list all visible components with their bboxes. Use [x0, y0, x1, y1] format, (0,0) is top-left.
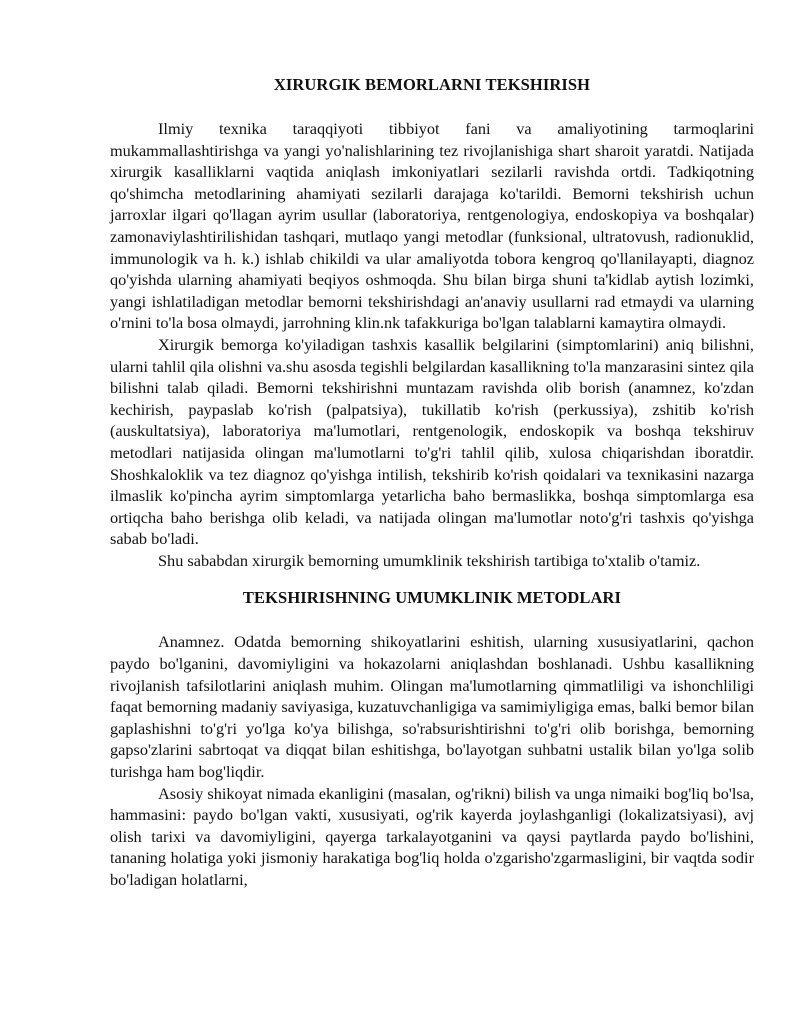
paragraph: Asosiy shikoyat nimada ekanligini (masalan, og'rikni) bilish va unga nimaiki bog'liq bo'lsa, hammasini: paydo bo'lgan vakti, xususiyati, og'rik kayerda joylashganligi (lokalizatsiyasi), avj olish tarixi va davomiyligini, qayerga tarkalayotganini va qaysi paytlarda paydo bo'lishini, tananing holatiga yoki jismoniy harakatiga bog'liq holda o'zgarisho'zgarmasligini, bir vaqtda sodir bo'ladigan holatlarni, [110, 783, 754, 889]
section-title-examination: XIRURGIK BEMORLARNI TEKSHIRISH [273, 75, 591, 94]
paragraph: Shu sababdan xirurgik bemorning umumklinik tekshirish tartibiga to'xtalib o'tamiz. [158, 550, 701, 570]
section-title-clinical-methods: TEKSHIRISHNING UMUMKLINIK METODLARI [242, 588, 622, 608]
paragraph: Anamnez. Odatda bemorning shikoyatlarini eshitish, ularning xususiyatlarini, qachon paydo bo'lganini, davomiyligini va hokazolarni aniqlashdan boshlanadi. Ushbu kasallikning rivojlanish tafsilotlarini aniqlash muhim. Olingan ma'lumotlarning qimmatliligi va ishonchliligi faqat bemorning madaniy saviyasiga, kuzatuvchanligiga va samimiyligiga emas, balki bemor bilan gaplashishni to'g'ri yo'lga ko'ya bilishga, so'rabsurishtirishni to'g'ri olib borishga, bemorning gapso'zlarini sabrtoqat va diqqat bilan eshitishga, bo'layotgan suhbatni ustalik bilan yo'lga solib turishga ham bog'liqdir. [110, 632, 754, 782]
paragraph: Xirurgik bemorga ko'yiladigan tashxis kasallik belgilarini (simptomlarini) aniq bilishni, ularni tahlil qila olishni va.shu asosda tegishli belgilardan kasallikning to'la manzarasini sintez qila bilishni talab qiladi. Bemorni tekshirishni muntazam ravishda olib borish (anamnez, ko'zdan kechirish, paypaslab ko'rish (palpatsiya), tukillatib ko'rish (perkussiya), zshitib ko'rish (auskultatsiya), laboratoriya ma'lumotlari, rentgenologik, endoskopik va boshqa tekshiruv metodlari natijasida olingan ma'lumotlarni to'g'ri tahlil qilib, xulosa chiqarishdan iboratdir. Shoshkaloklik va tez diagnoz qo'yishga intilish, tekshirib ko'rish qoidalari va texnikasini nazarga ilmaslik ko'pincha ayrim simptomlarga yetarlicha baho bermaslikka, boshqa simptomlarga esa ortiqcha baho berishga olib keladi, va natijada olingan ma'lumotlar noto'g'ri tashxis qo'yishga sabab bo'ladi. [110, 334, 754, 549]
paragraph: Ilmiy texnika taraqqiyoti tibbiyot fani va amaliyotining tarmoqlarini mukammallashtirishga va yangi yo'nalishlarining tez rivojlanishiga shart sharoit yaratdi. Natijada xirurgik kasalliklarni vaqtida aniqlash imkoniyatlari sezilarli ravishda ortdi. Tadkiqotning qo'shimcha metodlarining ahamiyati sezilarli darajaga ko'tarildi. Bemorni tekshirish uchun jarroxlar ilgari qo'llagan ayrim usullar (laboratoriya, rentgenologiya, endoskopiya va boshqalar) zamonaviylashtirilishidan tashqari, mutlaqo yangi metodlar (funksional, ultratovush, radionuklid, immunologik va h. k.) ishlab chikildi va ular amaliyotda tobora kengroq qo'llanilayapti, diagnoz qo'yishda ularning ahamiyati beqiyos oshmoqda. Shu bilan birga shuni ta'kidlab aytish lozimki, yangi ishlatiladigan metodlar bemorni tekshirishdagi an'anaviy usullarni rad etmaydi va ularning o'rnini to'la bosa olmaydi, jarrohning klin.nk tafakkuriga bo'lgan talablarni kamaytira olmaydi. [110, 119, 754, 333]
